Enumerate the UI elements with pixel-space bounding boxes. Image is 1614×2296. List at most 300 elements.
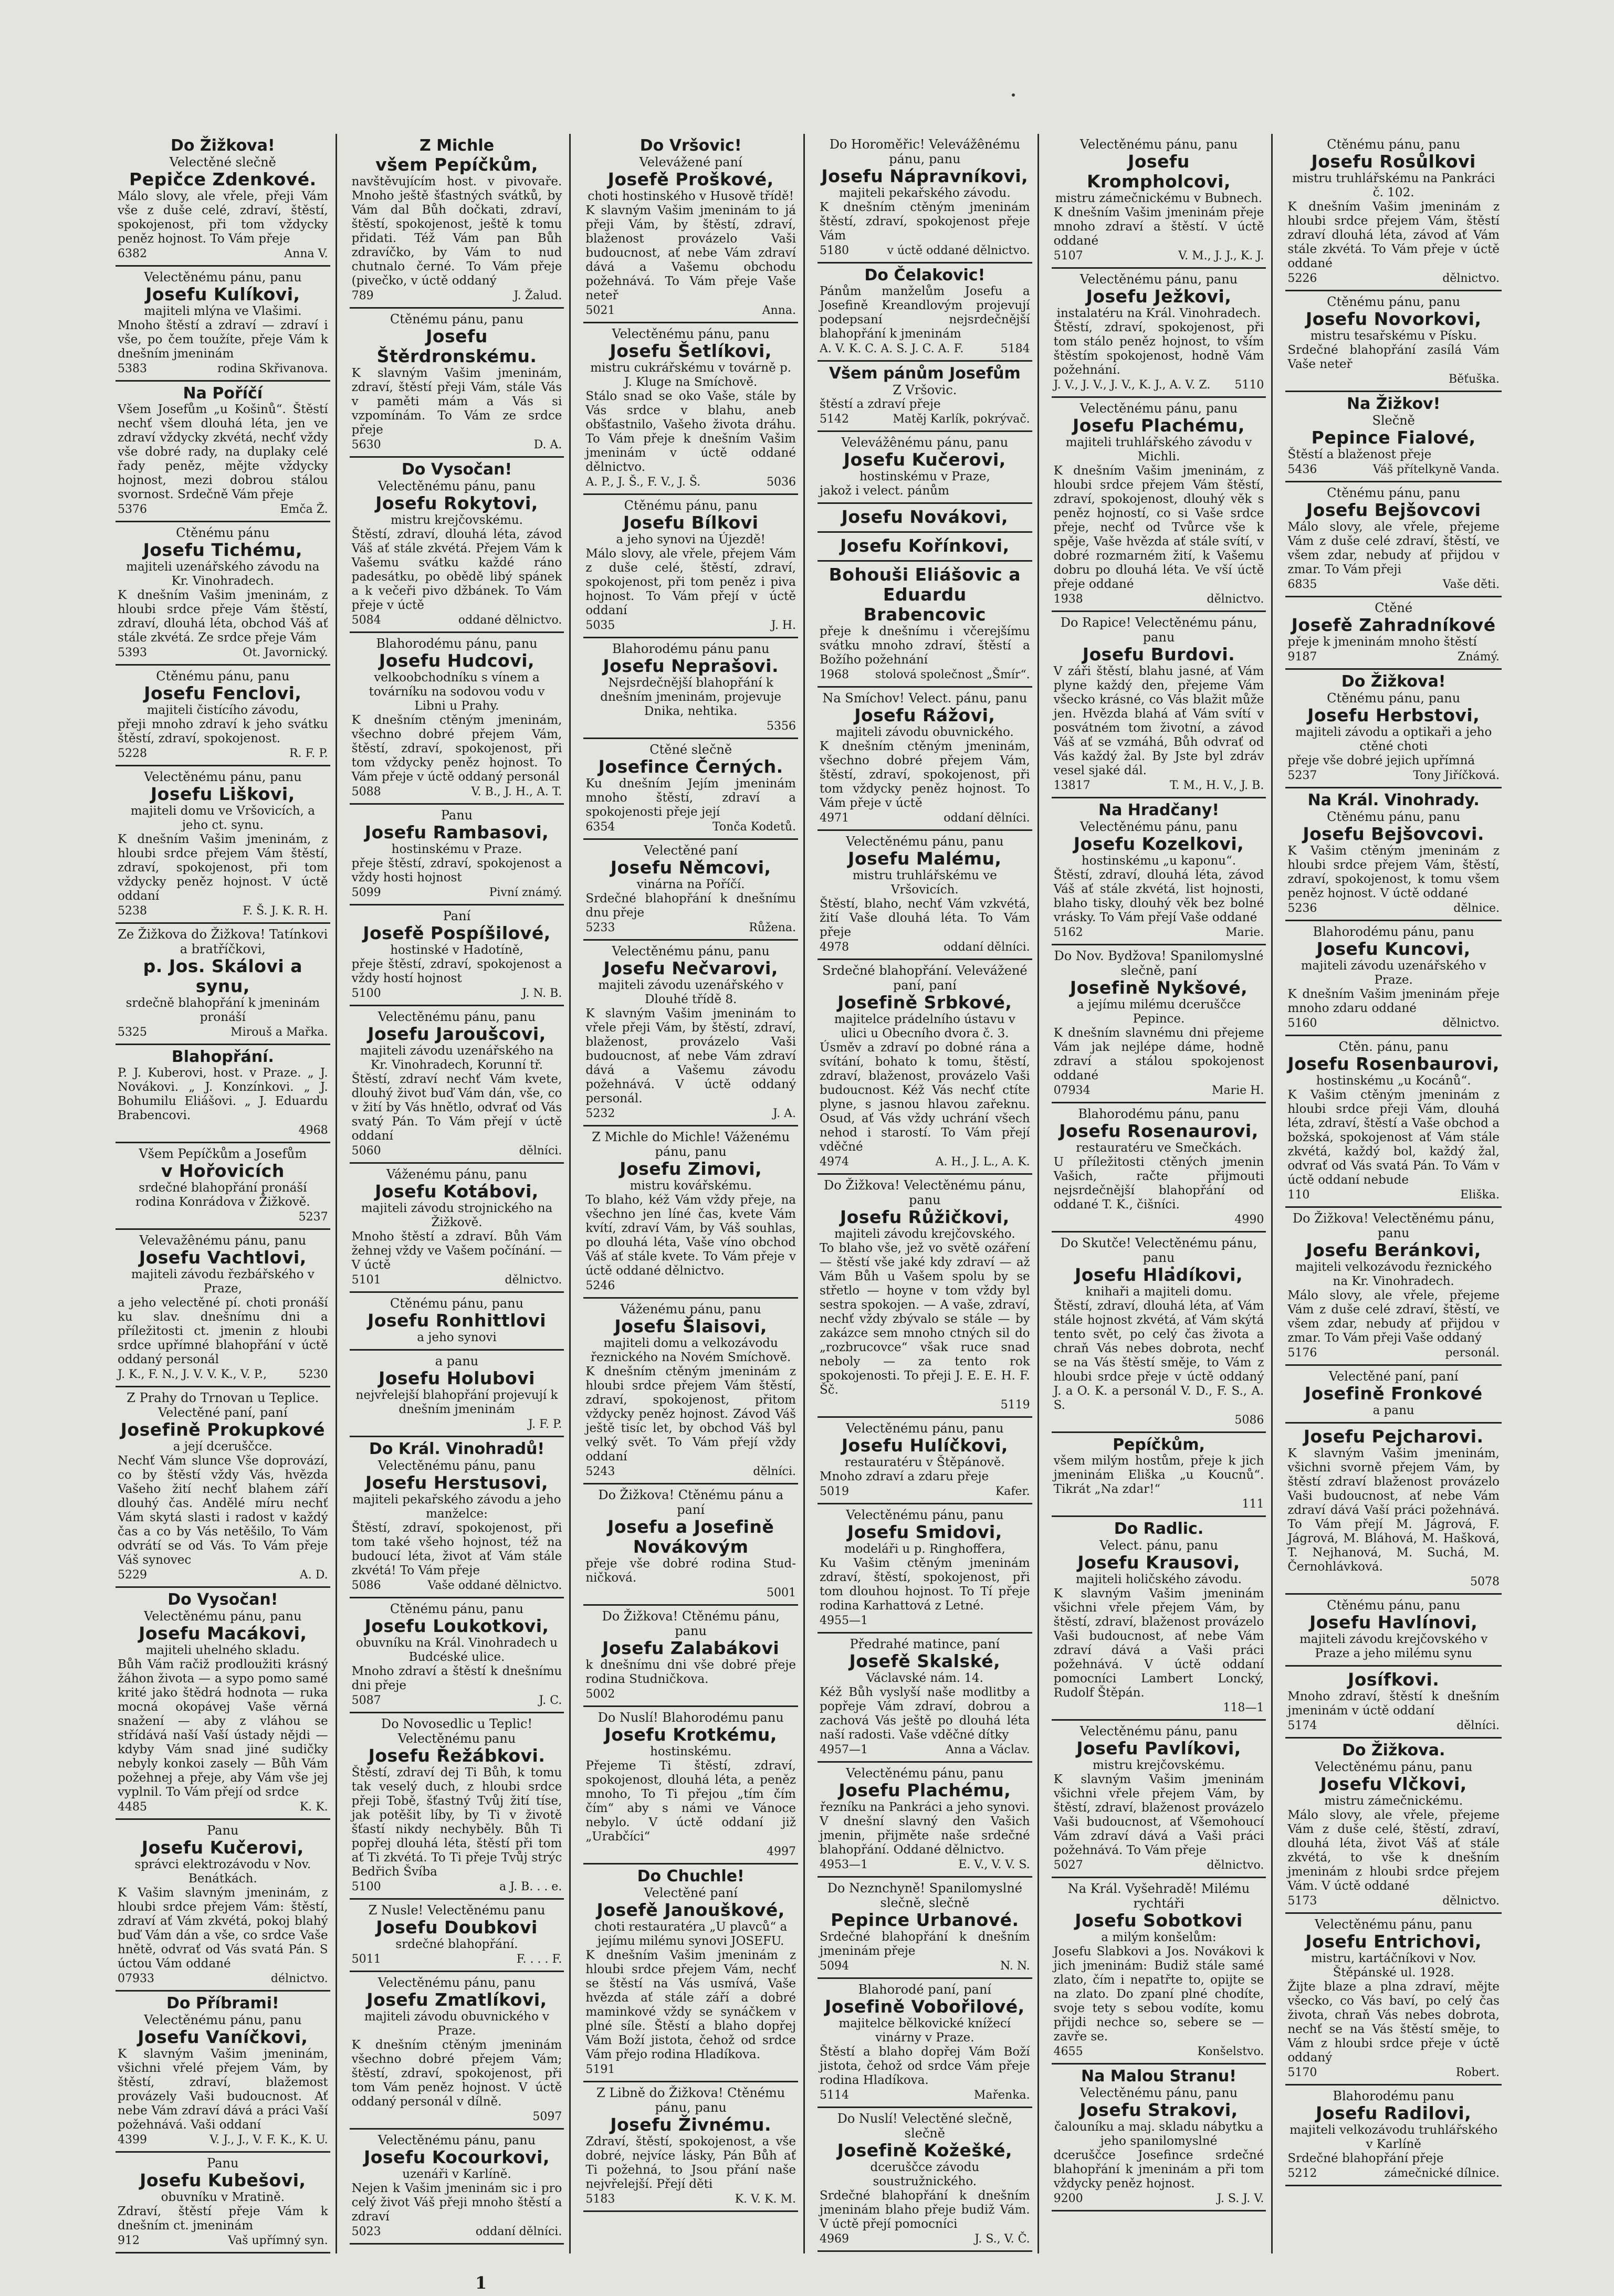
ad-intro: Ze Žižkova do Žižkova! Tatínkovi a bratříčkovi,: [118, 927, 328, 956]
ad-signature: F. . . . F.: [516, 1953, 562, 1966]
ad-name: Josefu Plachému,: [839, 1780, 1011, 1800]
ad-name: Josefu Kučerovi,: [843, 449, 1006, 470]
ad-signature-row: [118, 904, 328, 918]
ad-intro: Velectěnému pánu, panu: [144, 270, 302, 285]
ad-name: Josefině Kožešké,: [837, 2140, 1013, 2161]
ad-signature: Anna V.: [284, 247, 328, 260]
ad-signature: dělnictvo.: [1442, 1894, 1500, 1908]
ad-signature-row: [118, 1026, 328, 1039]
ad-signature: 5184: [1000, 342, 1030, 355]
ad-signature-row: [352, 1953, 562, 1966]
ad-description: restauratéru ve Smečkách.: [1076, 1141, 1242, 1155]
ad-body: Zdraví, štěstí přeje Vám k dnešním ct. jmeninám: [118, 2205, 328, 2232]
ad-body: Mnoho zdraví, štěstí k dnešním jmeninám v úctě oddaní: [1287, 1690, 1500, 1718]
ad-signature: oddaní dělníci.: [944, 941, 1030, 954]
ad-signature: Běťuška.: [1449, 373, 1500, 386]
ad-intro: Paní: [443, 909, 471, 923]
greeting-ad: [350, 905, 564, 1006]
ad-name: Josefu Doubkovi: [376, 1917, 538, 1937]
ad-signature-row: [1054, 1498, 1264, 1511]
ad-name: p. Jos. Skálovi a synu,: [143, 956, 302, 996]
ad-name: Josefince Černých.: [598, 756, 783, 777]
ad-description: hostinskému.: [650, 1745, 732, 1758]
ad-signature: dělnictvo.: [1207, 1859, 1264, 1872]
ad-number: 4655: [1053, 2045, 1083, 2058]
ad-name: Josefu Kuncovi,: [1316, 939, 1471, 959]
ad-name: Josefu Kulíkovi,: [145, 284, 300, 304]
ad-number: 5236: [1287, 902, 1317, 915]
ad-signature-row: [820, 1858, 1030, 1872]
ad-number: 07934: [1053, 1084, 1091, 1097]
ad-description: majiteli holičského závodu.: [1076, 1573, 1242, 1586]
ad-number: 4485: [118, 1800, 147, 1814]
ad-intro: Ctěnému pánu, panu: [1327, 809, 1461, 824]
ad-signature-row: [352, 614, 562, 627]
ad-description: majiteli závodu uzenářského v Dlouhé třídě 8.: [598, 978, 784, 1006]
ad-intro: Panu: [207, 2156, 239, 2171]
ad-body: Málo slovy, ale vřele, přejem Vám z duše celé, štěstí, zdraví, spokojenost, při tom peněz i piva hojnost. To Vám přejí v úctě oddaní: [585, 547, 796, 617]
ad-signature: dělnictvo.: [505, 1273, 562, 1287]
ad-description: choti restauratéra „U plavců“ a jejímu milému synovi JOSEFU.: [594, 1920, 788, 1948]
ad-number: 5023: [351, 2225, 381, 2238]
ad-heading: Všem pánům Josefům: [829, 364, 1021, 383]
ad-heading: Na Král. Vinohrady.: [1307, 791, 1480, 809]
greeting-ad: [818, 1634, 1032, 1763]
ad-description: řezníku na Pankráci a jeho synovi.: [820, 1800, 1030, 1814]
ad-number: 5170: [1287, 2066, 1317, 2079]
ad-signature: 4968: [298, 1124, 328, 1137]
greeting-ad: [1285, 1208, 1502, 1366]
ad-number: 4969: [819, 2232, 849, 2246]
ad-intro: Velectěnému pánu, panu: [144, 2013, 302, 2027]
ad-body: Mnoho zdraví a štěstí k dnešnímu dni přeje: [351, 1665, 562, 1692]
ad-description: majiteli závodu řezbářského v Praze,: [131, 1268, 315, 1296]
ad-description: majiteli závodu obuvnického.: [835, 725, 1014, 739]
ad-intro: Ctěnému pánu, panu: [390, 312, 524, 327]
ad-signature: oddaní dělníci.: [944, 812, 1030, 825]
greeting-ad: [818, 134, 1032, 264]
ad-signature: Robert.: [1455, 2066, 1500, 2079]
ad-name: Josefu Rážovi,: [854, 705, 995, 725]
ad-body: Štěstí, zdraví dej Ti Bůh, k tomu tak veselý duch, z hloubi srdce přeji Tobě, šťastný Tvůj žití tíse, jak potěšit líby, by Ti v životě šťastí nikdy nechyběly. Bůh Ti popřej dlouhá léta, štěstí při tom ať Ti zkvétá. To Ti přeje Tvůj strýc Bedřich Švíba: [351, 1766, 562, 1879]
ad-name: Josefu Nápravníkovi,: [821, 166, 1029, 186]
ad-body: To blaho vše, jež vo světě ozáření — štěstí vše jaké kdy zdraví — až Vám Bůh u Vašem spolu by se střetlo — hoyne v tom vždy byl sestra spokojen. — A vaše, zdraví, nechť vždy zbývalo se stále — by zakázce sem mnoho ctných sil do „rozbrucovce“ však ruce snad neboly — za tento rok spokojenosti. To přeji J. E. E. H. F. Šč.: [819, 1241, 1030, 1397]
ad-signature-row: [118, 362, 328, 376]
greeting-ad: [818, 362, 1032, 432]
ad-signature: Kafer.: [995, 1485, 1030, 1498]
ad-body: K dnešním ctěným jmeninám, všechno dobré přejem Vám, štěstí, zdraví, spokojenost, při tom vždycky peněz hojnost. To Vám přeje v úctě oddaný personál: [351, 713, 562, 784]
ad-intro: Velectěnému pánu, panu: [1080, 1724, 1238, 1739]
ad-signature-row: [585, 720, 796, 733]
ad-signature: R. F. P.: [289, 747, 328, 760]
ad-signature: Marie H.: [1211, 1084, 1264, 1097]
greeting-ad: [583, 1484, 798, 1606]
ad-intro: Velectěnému pánu, panu: [846, 1421, 1004, 1436]
ad-description: majiteli uhelného skladu.: [145, 1644, 300, 1657]
ad-number: 5084: [351, 614, 381, 627]
ad-body: štěstí a zdraví přeje: [819, 397, 941, 411]
ad-name: Josefu Zmatlíkovi,: [366, 1989, 547, 2010]
greeting-ad: [1052, 2065, 1266, 2211]
ad-signature: Matěj Karlík, pokrývač.: [893, 413, 1030, 426]
ad-body: K Vašim ctěným jmeninám z hloubi srdce přejem Vám, štěstí, zdraví, spokojenost, k tomu všem peněz hojnost. V úctě oddané: [1287, 844, 1500, 900]
ad-name: Josefu Jaroušcovi,: [368, 1024, 546, 1044]
ad-number: 5114: [819, 2089, 849, 2102]
greeting-ad: [1285, 1667, 1502, 1739]
ad-intro: Do Horoměřic! Velevážênému pánu, panu: [829, 137, 1020, 166]
greeting-ad: [1052, 269, 1266, 398]
ad-heading: Na Hradčany!: [1098, 801, 1220, 819]
ad-description: hostinskému v Praze.: [391, 842, 522, 856]
greeting-ad: [1052, 1517, 1266, 1721]
greeting-ad: [350, 805, 564, 905]
greeting-ad: [818, 1878, 1032, 1979]
ad-description: majiteli domu a velkozávodu řeznického na Novém Smíchově.: [591, 1336, 791, 1364]
ad-signature-row: [820, 1960, 1030, 1973]
ad-signature: Emča Ž.: [280, 503, 328, 516]
ad-body: Srdečné blahopřání zasílá Vám Vaše neteř: [1287, 343, 1500, 371]
ad-description: mistru, kartáčníkovi v Nov. Štěpánské ul. 1928.: [1311, 1952, 1476, 1979]
ad-signature: 4990: [1234, 1213, 1264, 1226]
greeting-ad: [1052, 398, 1266, 612]
ad-signature: Růžena.: [749, 921, 796, 934]
ad-description: majitelce bělkovické knížecí vinárny v Praze.: [839, 2017, 1011, 2045]
ad-name: Josefu Řežábkovi.: [368, 1745, 546, 1766]
ad-name: Josefu Živnému.: [610, 2114, 772, 2135]
greeting-ad: [583, 495, 798, 638]
greeting-ad: [1285, 1595, 1502, 1667]
ad-signature: 5119: [1000, 1398, 1030, 1412]
ad-number: 5100: [351, 987, 381, 1000]
ad-signature-row: [820, 342, 1030, 356]
ad-description: restauratéru v Štěpánově.: [844, 1456, 1005, 1469]
ad-signature: 5036: [766, 476, 796, 489]
greeting-ad: [350, 1900, 564, 1972]
ad-description: mistru krejčovskému.: [1092, 1758, 1225, 1772]
greeting-ad: [350, 1351, 564, 1437]
ad-name: Josefu Kořínkovi,: [840, 535, 1010, 556]
ad-body: Málo slovy, ale vřele, přejeme Vám z duše celé zdraví, štěstí, ve všem zdar, nebudy ať přijdou v zmar. To Vám přeji: [1287, 520, 1500, 576]
ad-number: 6354: [585, 820, 615, 834]
greeting-ad: [1285, 482, 1502, 597]
greeting-ad: [818, 831, 1032, 960]
ad-signature-row: [1287, 578, 1500, 592]
greeting-ad: [350, 2130, 564, 2245]
ad-number: 5019: [819, 1485, 849, 1498]
ad-intro: Všem Pepíčkům a Josefům: [139, 1146, 307, 1161]
page-number: 1: [475, 2273, 487, 2293]
ad-body: K Vašim slavným jmeninám, z hloubi srdce přejem Vám: štěstí, zdraví ať Vám zkvétá, pokoj blahý buď Vám dán a vše, co srdce Vaše hnětě, odvrať od Vás svatá Pán. S úctou Vám oddané: [118, 1886, 328, 1971]
ad-signature-row: [1054, 2192, 1264, 2206]
ad-body: K dnešním Vašim jmeninám přeje mnoho zdraví a štěstí. V úctě oddané: [1053, 206, 1264, 248]
ad-signature: dělnictvo.: [1207, 593, 1264, 606]
ad-signature-row: [352, 289, 562, 303]
ad-description: mistru zámečnickému v Bubnech.: [1055, 192, 1263, 205]
ad-description: nejvřelejší blahopřání projevují k dnešním jmeninám: [355, 1388, 558, 1416]
ad-signature-row: [352, 438, 562, 452]
greeting-ad: [583, 1707, 798, 1865]
ad-body: přeje štěstí, zdraví, spokojenost a vždy hostí hojnost: [351, 957, 562, 985]
ad-body: přeje vše dobré rodina Stud-ničková.: [585, 1557, 796, 1585]
ad-signature: Konšelstvo.: [1197, 2045, 1264, 2058]
ad-intro: Váženému pánu, panu: [620, 1302, 761, 1316]
ad-body: všem milým hostům, přeje k jich jmeninám Eliška „u Koucnů“. Tikrát „Na zdar!“: [1053, 1454, 1264, 1496]
ad-body: K dnešním Vašim jmeninám z hloubi srdce přejem Vám, štěstí zdraví dlouhá léta, závod ať Vám stále zkvétá. To Vám přeje v úctě oddané: [1287, 200, 1500, 270]
ad-number: 912: [118, 2234, 140, 2247]
ad-signature: dělníci.: [519, 1144, 562, 1157]
ad-name: Josefu Pejcharovi.: [1303, 1426, 1484, 1447]
greeting-ad: [818, 1979, 1032, 2108]
ad-name: Josefu Smidovi,: [847, 1522, 1002, 1542]
ad-name: v Hořovicích: [161, 1161, 285, 1181]
greeting-ad: [1285, 597, 1502, 670]
ad-name: Josefu Novákovi,: [841, 507, 1009, 527]
ad-number: 5180: [819, 244, 849, 257]
ad-name: Pepičce Zdenkové.: [129, 169, 317, 189]
ad-description: majiteli truhlářského závodu v Michli.: [1065, 436, 1252, 464]
ad-heading: Do Vršovic!: [640, 136, 742, 155]
ad-name: Josefě Skalské,: [849, 1651, 1001, 1671]
ad-signature-row: [1054, 1414, 1264, 1427]
ad-description: velkoobchodníku s vínem a továrníku na sodovou vodu v Libni u Prahy.: [369, 671, 545, 713]
greeting-ad: [583, 638, 798, 739]
ad-description: mistru cukrářskému v továrně p. J. Kluge na Smíchově.: [590, 361, 792, 389]
ad-number: 4955—1: [819, 1614, 868, 1627]
ad-body: Štěstí, zdraví, dlouhá léta, ať Vám stále hojnost zkvétá, ať Vám skýtá tento svět, po celý čas života a chraň Vás nebes dobrota, nechť se na Vás štěstí směje, to Vám z hloubi srdce přeje v úctě oddaný J. a O. K. a personál V. D., F. S., A. S.: [1053, 1299, 1264, 1412]
ad-name: Pepince Fialové,: [1311, 427, 1476, 448]
ad-description: srdečné blahopřání pronáší rodina Konrádova v Žižkově.: [135, 1181, 310, 1209]
ad-number: 5101: [351, 1273, 381, 1287]
ad-signature-row: [118, 1568, 328, 1582]
ad-number: 4978: [819, 941, 849, 954]
ad-number: 5176: [1287, 1346, 1317, 1360]
ad-description: čalouníku a maj. skladu nábytku a jeho spanilomyslné: [1054, 2120, 1264, 2148]
ad-intro: Ctěnému pánu, panu: [1327, 486, 1461, 500]
ad-signature: A. H., J. L., A. K.: [935, 1155, 1030, 1168]
ad-name: Josefu Burdovi.: [1082, 644, 1235, 665]
ad-body: Štěstí, blaho, nechť Vám vzkvétá, žití Vaše dlouhá léta. To Vám přeje: [819, 897, 1030, 939]
ad-intro: Ctěnému pánu, panu: [390, 1296, 524, 1311]
ad-body: navštěvujícím host. v pivovaře. Mnoho ještě šťastných svátků, by Vám dal Bůh dočkati, zdraví, štěstí, spokojenost, ještě k tomu přidati. Též Vám pan Bůh zdravíčko, by Vám to nud chutnalo černé. To Vám přeje (pivečko, v úctě oddaný: [351, 175, 562, 288]
ad-body: Stálo snad se oko Vaše, stále by Vás srdce v blahu, aneb obšťastnilo, Vašeho života dráhu. To Vám přeje k dnešním Vašim jmeninám v úctě oddané dělnictvo.: [585, 389, 796, 474]
ad-description: a milým konšelům:: [1101, 1931, 1217, 1944]
ad-body: Málo slovy, ale vřele, přeji Vám vše z duše celé, zdraví, štěstí, spokojenost, při tom vždycky peněz hojnost. To Vám přeje: [118, 189, 328, 246]
ad-description: modeláři u p. Ringhoffera,: [844, 1542, 1005, 1556]
ad-signature: E. V., V. V. S.: [958, 1858, 1030, 1871]
ad-signature-row: [585, 1586, 796, 1600]
ad-number: 5086: [351, 1579, 381, 1592]
ad-signature: J. S., V. Č.: [974, 2232, 1030, 2246]
ad-intro: Ctěnému pánu, panu: [390, 1602, 524, 1616]
greeting-ad: [583, 134, 798, 323]
ad-intro: Velectěné slečně: [169, 155, 276, 170]
ad-name: Josefu Rosenbaurovi,: [1287, 1054, 1500, 1074]
ad-body: K dnešním Vašim jmeninám, z hloubi srdce přejem Vám štěstí, zdraví, spokojenost, dlouhý věk s peněz hojností, co si Vaše srdce přeje, nechť od Tvůrce vše k spěje, Vaše hvězda ať stále svítí, v dobré rozmarném žití, k Vašemu dobru po dlouhá léta. Ve vší úctě přeje oddané: [1053, 464, 1264, 591]
ad-signature-row: [1054, 1213, 1264, 1227]
ad-signature-row: [352, 987, 562, 1000]
ad-signature: V. M., J. J., K. J.: [1178, 249, 1264, 262]
ad-name: Josefu Vaníčkovi,: [138, 2027, 308, 2047]
greeting-ad: [1285, 2086, 1502, 2186]
ad-signature: 4997: [766, 1845, 796, 1858]
ad-number: 4399: [118, 2133, 147, 2146]
ad-signature: zámečnické dílnice.: [1384, 2167, 1500, 2180]
ad-description: obuvníku v Mratině.: [161, 2190, 285, 2204]
ad-name: Josefu Rosenaurovi,: [1059, 1121, 1259, 1141]
ad-signature: Mirouš a Mařka.: [230, 1026, 328, 1039]
ad-signature: 111: [1242, 1498, 1264, 1511]
ad-heading: Na Malou Stranu!: [1081, 2067, 1236, 2086]
ad-name: Josefu Štěrdronskému.: [376, 326, 537, 366]
greeting-ad: [350, 1293, 564, 1351]
ad-heading: Do Vysočan!: [401, 460, 512, 479]
greeting-ad: [818, 1418, 1032, 1504]
greeting-ad: [116, 1992, 330, 2153]
ad-intro: Velectěné paní, paní: [1328, 1369, 1459, 1384]
ad-name: Josefu Krausovi,: [1077, 1552, 1240, 1573]
ad-signature-row: [118, 1124, 328, 1138]
ad-description: správci elektrozávodu v Nov. Benátkách.: [134, 1858, 311, 1886]
ad-body: Štěstí a blaho dopřej Vám Boží jistota, čehož od srdce Vám přeje rodina Hladíkova.: [819, 2045, 1030, 2087]
ad-signature-row: [820, 1155, 1030, 1169]
ad-body: Ku Vašim ctěným jmeninám zdraví, štěstí, spokojenost, při tom dlouhou hojnost. To Tí přeje rodina Karhattová z Letné.: [819, 1556, 1030, 1613]
ad-description: majiteli pekařského závodu a jeho manželce:: [352, 1493, 561, 1521]
greeting-ad: [1285, 921, 1502, 1036]
greeting-ad: [818, 1763, 1032, 1878]
ad-body: Málo slovy, ale vřele, přejeme Vám z duše celé zdraví, štěstí, ve všem zdar, nebudy ať přijdou v zmar. To Vám přeji Vaše oddaný: [1287, 1289, 1500, 1345]
ad-number: 110: [1287, 1188, 1310, 1202]
greeting-ad: [1052, 798, 1266, 945]
ad-description: majiteli domu ve Vršovicích, a jeho ct. synu.: [130, 804, 315, 832]
ad-signature: a J. B. . . e.: [499, 1880, 562, 1893]
ad-number: 5021: [585, 304, 615, 317]
ad-signature-row: [1054, 593, 1264, 606]
ad-number: 5383: [118, 362, 147, 375]
ad-intro: Ctěnému pánu, panu: [1327, 1598, 1461, 1613]
ad-description: majiteli závodu obuvnického v Praze.: [364, 2010, 550, 2038]
greeting-ad: [350, 309, 564, 458]
ad-number: 5087: [351, 1694, 381, 1707]
ad-name: Josefu Bílkovi: [623, 512, 759, 533]
greeting-ad: [116, 382, 330, 522]
ad-signature: Marie.: [1225, 926, 1264, 939]
ad-description: mistru truhlářskému na Pankráci č. 102.: [1292, 172, 1495, 199]
ad-number: 5325: [118, 1026, 147, 1039]
ad-name: Josefu Kozelkovi,: [1073, 834, 1244, 854]
ad-body: Štěstí, zdraví, dlouhá léta, závod Váš ať stále zkvétá. Přejem Vám k Vašemu svátku každé ráno padesátku, po obědě libý spánek a k večeři pivo džbánek. To Vám přeje v úctě: [351, 528, 562, 612]
ad-intro: Velectěné paní: [644, 843, 738, 858]
greeting-ad: [818, 1175, 1032, 1418]
ad-number: 5229: [118, 1568, 147, 1582]
ad-number: 5237: [1287, 769, 1317, 782]
ad-description: majiteli závodu uzenářského v Praze.: [1301, 959, 1486, 987]
column-3: [583, 134, 805, 2253]
ad-number: 5173: [1287, 1894, 1317, 1908]
ad-signature: dělníci.: [753, 1465, 796, 1478]
ad-signature: A. D.: [299, 1568, 328, 1582]
ad-signature-row: [1287, 1894, 1500, 1908]
column-2: [350, 134, 571, 2253]
ad-body: Zdraví, štěstí, spokojenost, a vše dobré, nejvíce lásky, Pán Bůh ať Ti požehná, to Jsou přání naše nejvřelejší. Přejí děti: [585, 2135, 796, 2191]
ad-body: k dnešnímu dni vše dobré přeje rodina Studničkova.: [585, 1658, 796, 1686]
ad-signature-row: [820, 413, 1030, 426]
ad-signature: 5078: [1470, 1575, 1500, 1588]
ad-number: 5142: [819, 413, 849, 426]
ad-number: 5107: [1053, 249, 1083, 262]
ad-intro: a panu: [435, 1354, 479, 1368]
ad-number: 5099: [351, 886, 381, 899]
ad-signature-row: [1054, 1859, 1264, 1872]
ad-name: Josefu a Josefině Novákovým: [607, 1516, 774, 1557]
ad-description: mistru zámečnickému.: [1324, 1794, 1463, 1808]
ad-name: Josífkovi.: [1347, 1669, 1440, 1690]
ad-intro: Velectěné paní: [644, 1886, 738, 1900]
ad-signature: 118—1: [1223, 1701, 1264, 1714]
ad-intro: Do Nuslí! Blahorodému panu: [598, 1710, 784, 1725]
greeting-ad: [583, 1126, 798, 1299]
ad-body: Všem Josefům „u Košinů“. Štěstí nechť všem dlouhá léta, jen ve zdraví vždycky zkvétá, nechť vždy vše dobré rady, na duplaky celé řady peněz, mějte vždycky hojnost, mezi dobrou stálou svornost. Srdečně Vám přeje: [118, 403, 328, 501]
greeting-ad: [583, 1299, 798, 1484]
ad-body: Úsměv a zdraví po dobné rána a svítání, bohato k tomu, štěstí, zdraví, blaženost, provázelo Vaši budoucnost. Kéž Vás nechť ctíte plyne, s jasnou hlavou zařeknu. Osud, ať Vás vždy uchrání všech nehod i starostí. To Vám přejí vděčné: [819, 1041, 1030, 1154]
ad-signature-row: [585, 2193, 796, 2206]
greeting-ad: [1052, 134, 1266, 269]
ad-signature-row: [1054, 378, 1264, 392]
ad-signature-row: [1287, 1575, 1500, 1589]
greeting-ad: [350, 633, 564, 805]
ad-description: majiteli mlýna ve Vlašimi.: [144, 304, 302, 318]
ad-signature-row: [1054, 779, 1264, 793]
ad-name: Josefu Němcovi,: [610, 857, 771, 878]
ad-signature-row: [585, 820, 796, 834]
ad-number: 5160: [1287, 1017, 1317, 1030]
ad-intro: Velect. pánu, panu: [1099, 1538, 1218, 1553]
ad-signature: J. H.: [771, 619, 796, 632]
ad-signature: Eliška.: [1460, 1188, 1500, 1202]
ad-body: Štěstí a blaženost přeje: [1287, 448, 1432, 461]
ad-body: K dnešním Vašim jmeninám přeje mnoho zdaru oddané: [1287, 987, 1500, 1015]
ad-signature-row: [352, 1880, 562, 1894]
greeting-ad: [818, 562, 1032, 688]
ad-intro: Velectěnému pánu, panu: [1080, 819, 1238, 834]
ad-name: Josefu Zimovi,: [620, 1158, 762, 1179]
greeting-ad: [116, 1230, 330, 1387]
ad-signature-row: [820, 2232, 1030, 2246]
ad-signature-row: [1287, 902, 1500, 915]
ad-number: 1968: [819, 668, 849, 681]
ad-number: 5035: [585, 619, 615, 632]
column-4: [818, 134, 1039, 2253]
ad-intro: Ctěnému pánu: [176, 525, 270, 540]
ad-description: knihaři a majiteli domu.: [1085, 1285, 1232, 1299]
greeting-ad: [116, 267, 330, 382]
ad-signature-row: [585, 2063, 796, 2077]
ad-signature: Mařenka.: [973, 2089, 1030, 2102]
ad-signature: J. N. B.: [522, 987, 562, 1000]
ad-number: A. P., J. Š., F. V., J. Š.: [585, 476, 701, 489]
ad-body: a jeho velectěné pí. choti pronáší ku slav. dnešnímu dni a příležitosti ct. jmenin z hloubi srdce upřímné blahopřání v úctě oddaný personál: [118, 1296, 328, 1366]
ad-description: Václavské nám. 14.: [866, 1671, 983, 1685]
ad-signature: oddané dělnictvo.: [458, 614, 562, 627]
greeting-ad: [1285, 392, 1502, 482]
ad-body: K slavným Vašim jmeninám všichni vřele přejem Vám, by štěstí, zdraví, blaženost provázelo Vaši budoucnost, ať Všemohoucí Vám zdraví dává a Vaši práci požehnává. To Vám přeje: [1053, 1773, 1264, 1857]
ad-intro: Ctěnému pánu, panu: [1327, 691, 1461, 705]
ad-signature-row: [820, 1743, 1030, 1757]
ad-intro: Na Král. Vyšehradě! Milému rychtáři: [1067, 1881, 1250, 1911]
ad-name: Josefě Janouškové,: [596, 1900, 785, 1920]
ad-intro: Panu: [207, 1823, 239, 1838]
greeting-ad: [818, 533, 1032, 562]
greeting-ad: [1052, 1103, 1266, 1233]
